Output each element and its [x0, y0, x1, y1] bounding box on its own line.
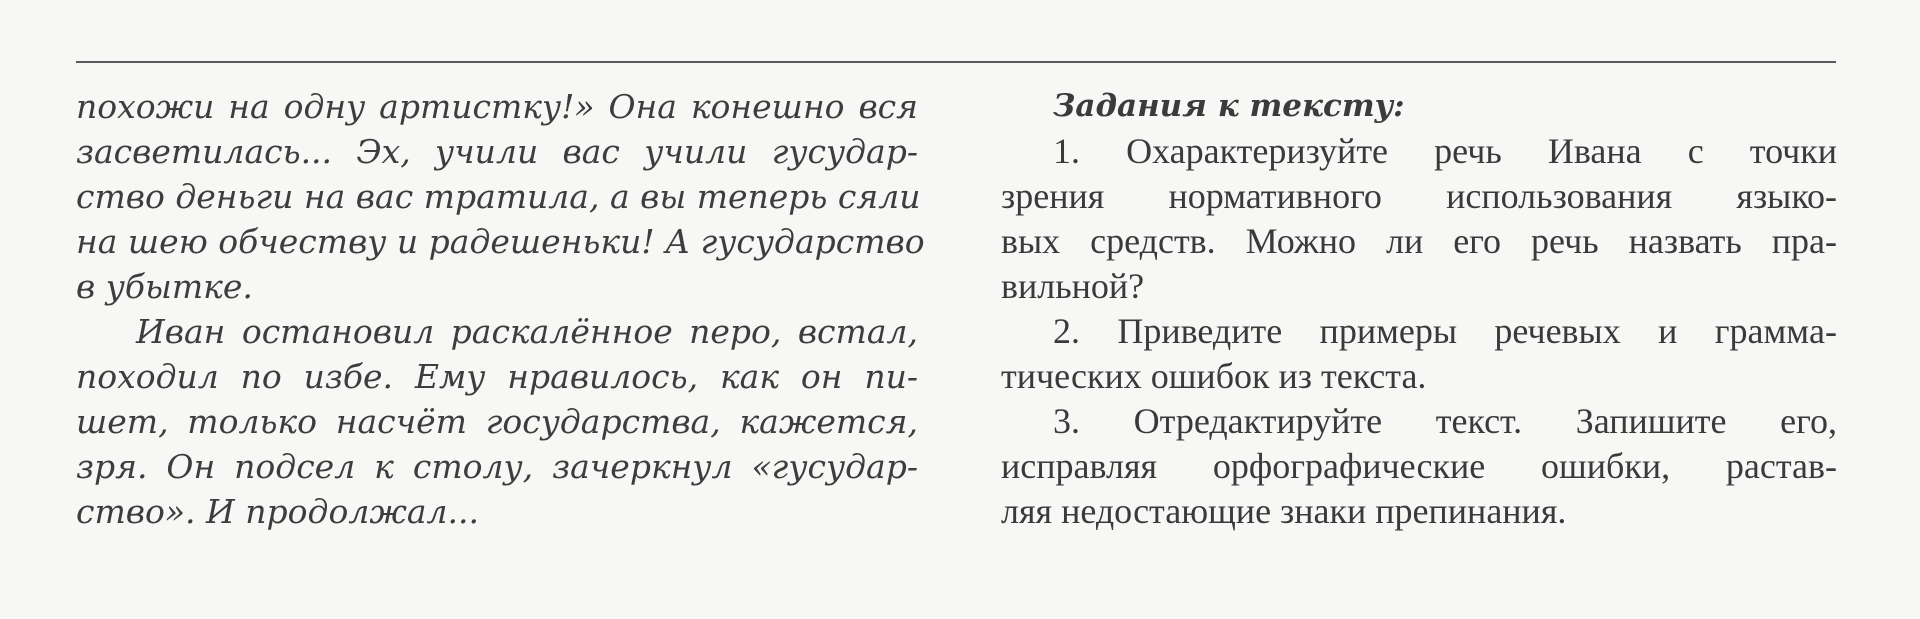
task-3 [1001, 399, 1837, 534]
story-paragraph-2 [76, 309, 918, 534]
text-line: исправляя орфографические ошибки, растав- [1001, 446, 1837, 486]
text-line: засветилась... Эх, учили вас учили гусудар- [76, 132, 918, 171]
text-line: 3. Отредактируйте текст. Запишите его, [1053, 401, 1837, 441]
text-line: тических ошибок из текста. [1001, 356, 1427, 396]
text-line: вильной? [1001, 266, 1145, 306]
text-line: Иван остановил раскалённое перо, встал, [136, 312, 918, 351]
text-line: шет, только насчёт государства, кажется, [76, 402, 918, 441]
tasks-heading: Задания к тексту: [1053, 88, 1405, 124]
task-2 [1001, 309, 1837, 399]
text-line: в убытке. [76, 267, 253, 306]
text-line: ство». И продолжал... [76, 492, 479, 531]
top-rule [76, 61, 1836, 63]
text-line: вых средств. Можно ли его речь назвать пра- [1001, 221, 1837, 261]
task-1 [1001, 129, 1837, 309]
text-line: 2. Приведите примеры речевых и граммa- [1053, 311, 1837, 351]
text-line: ство деньги на вас тратила, а вы теперь сяли [76, 177, 921, 216]
text-line: ляя недостающие знаки препинания. [1001, 491, 1567, 531]
tasks-column [1001, 84, 1837, 534]
story-paragraph-1 [76, 84, 925, 309]
text-line: 1. Охарактеризуйте речь Ивана с точки [1053, 131, 1837, 171]
text-line: зрения нормативного использования языко- [1001, 176, 1837, 216]
story-text-column [76, 84, 925, 534]
text-line: похожи на одну артистку!» Она конешно вся [76, 87, 918, 126]
text-line: на шею обчеству и радешеньки! А гусударство [76, 222, 925, 261]
text-line: походил по избе. Ему нравилось, как он пи- [76, 357, 918, 396]
text-line: зря. Он подсел к столу, зачеркнул «гусудар- [76, 447, 918, 486]
